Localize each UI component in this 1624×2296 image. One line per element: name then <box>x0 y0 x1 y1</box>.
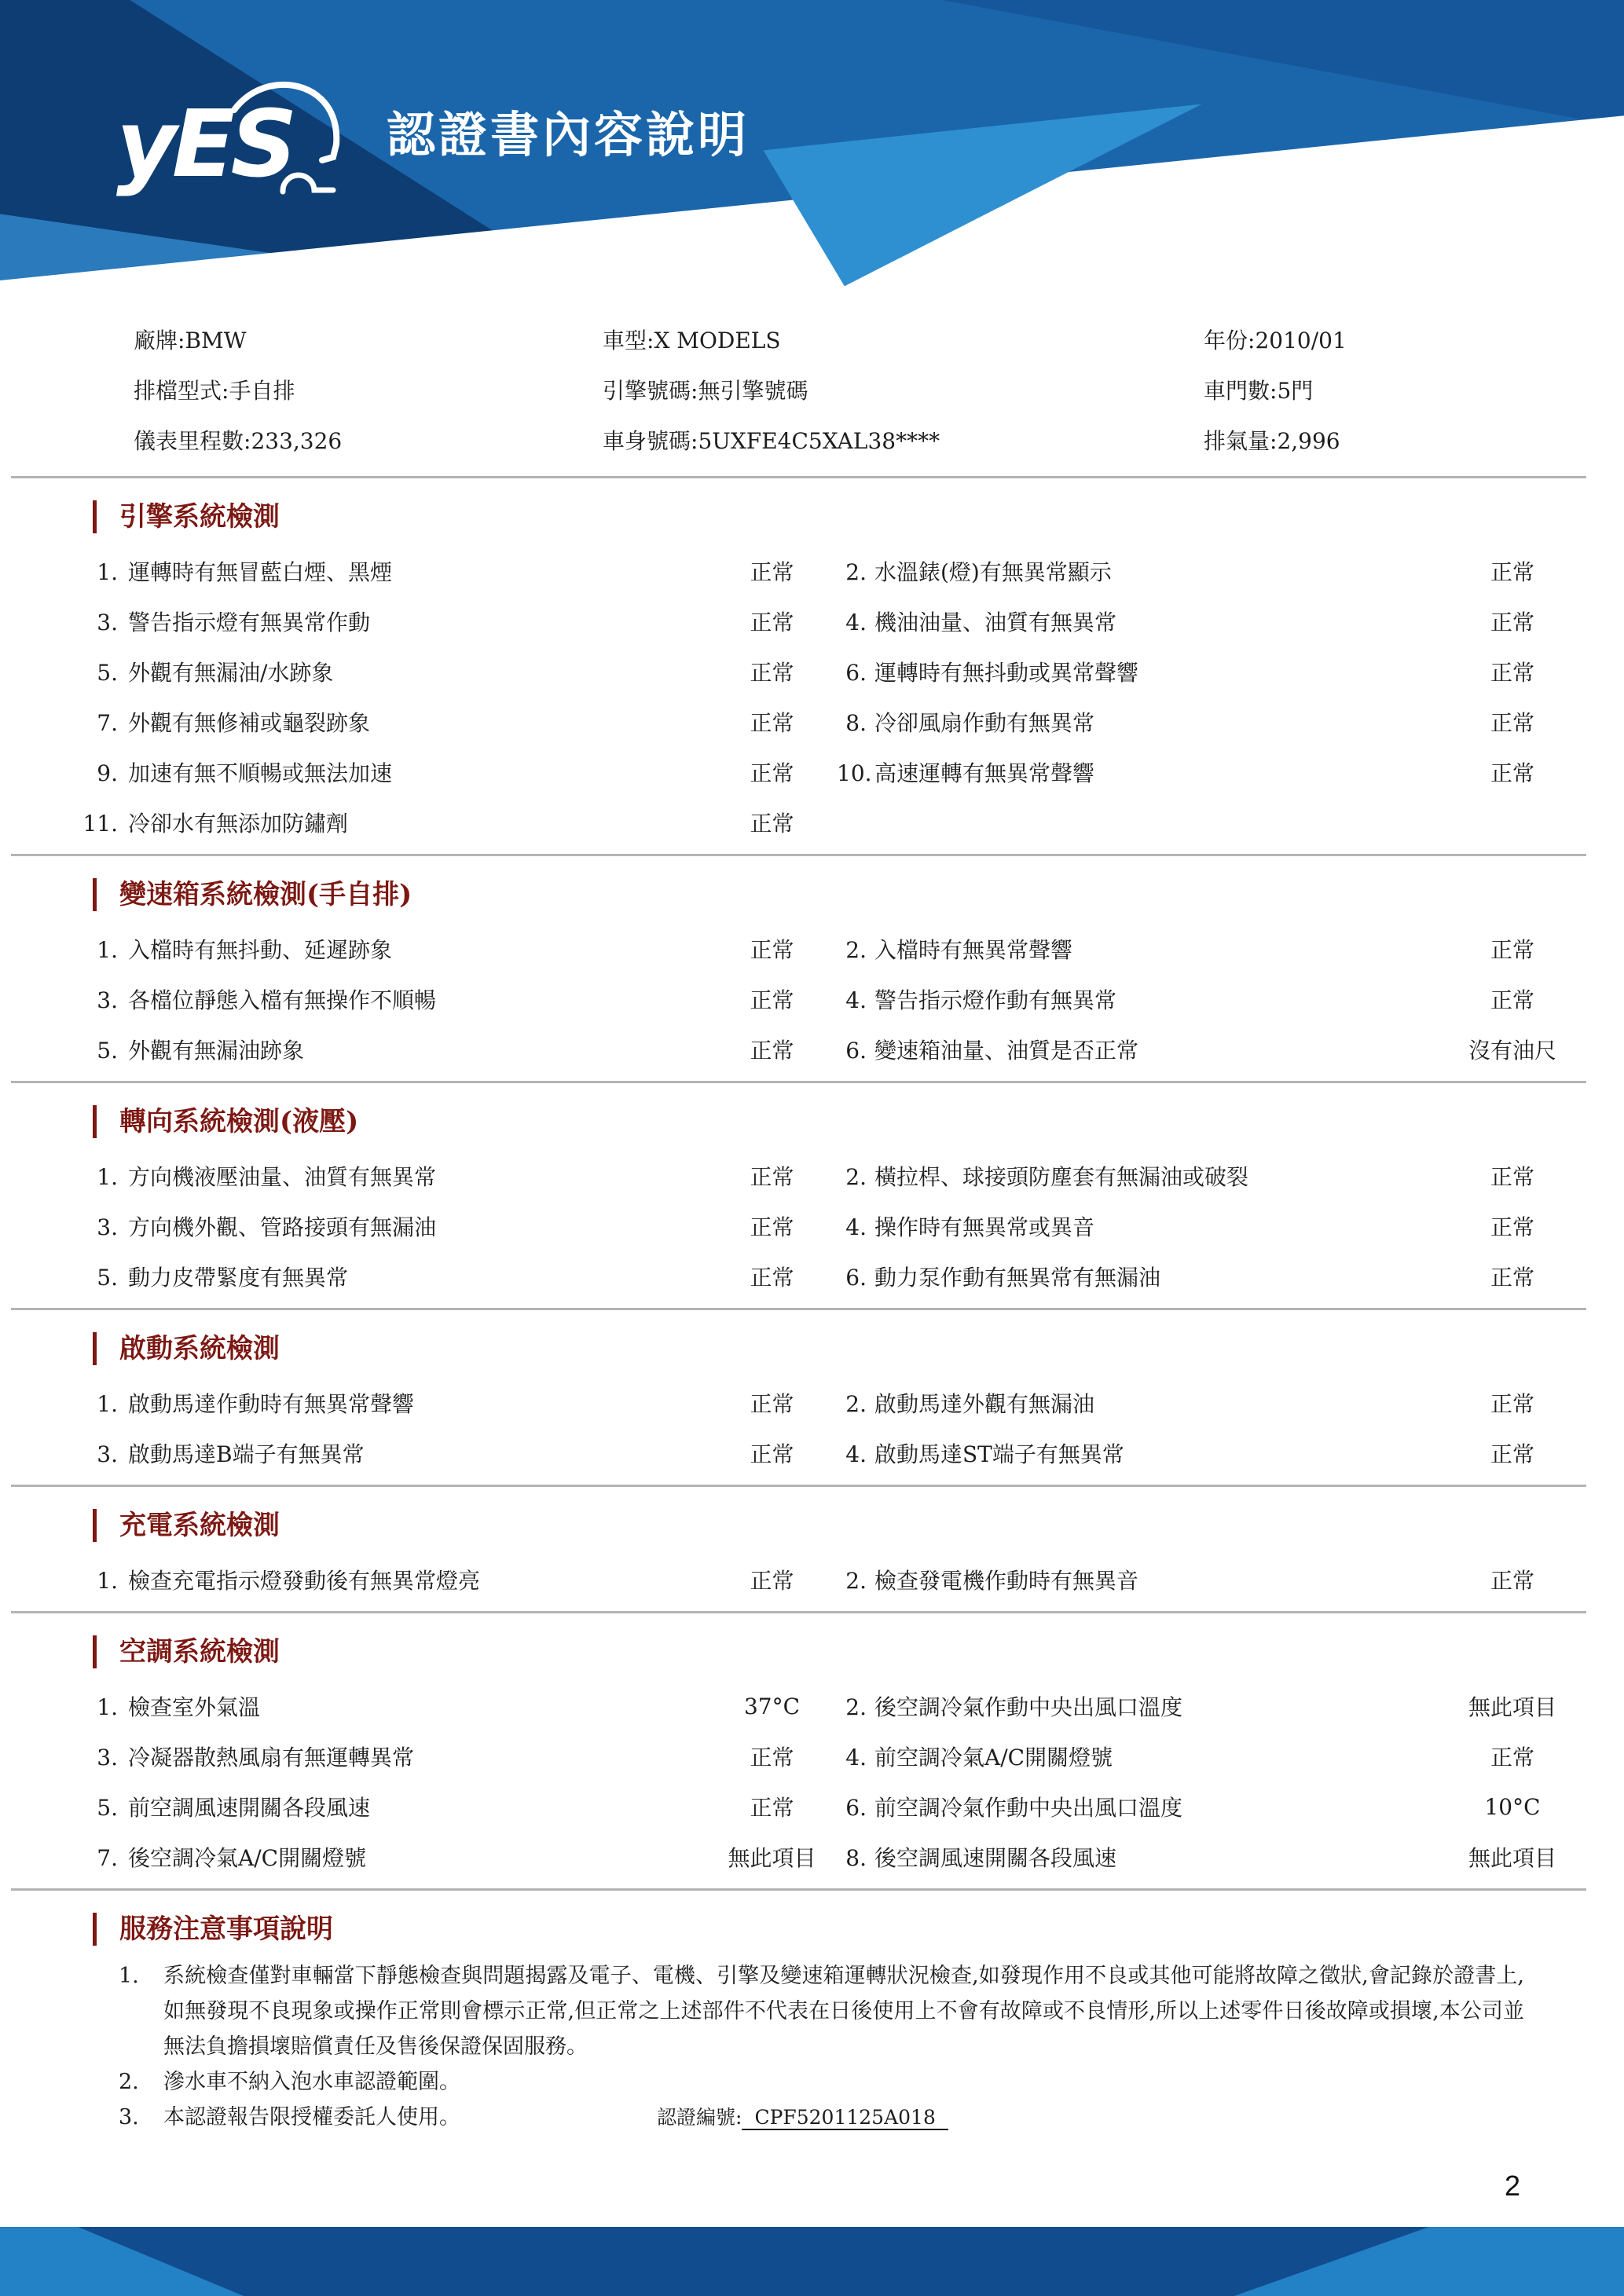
section-items <box>79 1151 1587 1302</box>
inspection-result: 正常 <box>750 1795 794 1821</box>
inspection-result: 正常 <box>1490 1745 1534 1771</box>
inspection-result: 正常 <box>750 660 794 686</box>
inspection-section <box>0 1507 1624 1606</box>
item-number: 6. <box>845 1795 867 1821</box>
inspection-result: 正常 <box>1490 559 1534 585</box>
divider <box>11 854 1586 856</box>
item-number: 10. <box>837 760 872 786</box>
note-text: 本認證報告限授權委託人使用。 <box>163 2105 460 2129</box>
inspection-item <box>837 1741 1438 1772</box>
inspection-item <box>79 656 707 687</box>
item-number: 2. <box>845 1391 867 1417</box>
item-number: 5. <box>97 1265 118 1291</box>
inspection-item <box>837 1210 1438 1242</box>
vehicle-info-brand: 廠牌:BMW <box>134 328 247 353</box>
item-number: 1. <box>97 559 118 585</box>
inspection-item <box>79 1210 707 1242</box>
yes-car-logo-icon <box>116 72 368 214</box>
inspection-item <box>79 606 707 637</box>
inspection-result: 沒有油尺 <box>1468 1038 1556 1064</box>
inspection-item <box>79 756 707 788</box>
item-number: 2. <box>845 1694 867 1720</box>
item-text: 入檔時有無抖動、延遲跡象 <box>128 937 393 963</box>
item-text: 後空調風速開關各段風速 <box>874 1845 1117 1871</box>
item-text: 前空調冷氣A/C開關燈號 <box>874 1745 1113 1771</box>
inspection-result: 無此項目 <box>1468 1845 1556 1871</box>
page-footer <box>0 2227 1624 2296</box>
inspection-result: 正常 <box>750 1568 794 1594</box>
inspection-item <box>837 1437 1438 1469</box>
item-text: 後空調冷氣作動中央出風口溫度 <box>874 1694 1183 1720</box>
inspection-item <box>79 706 707 738</box>
item-text: 警告指示燈作動有無異常 <box>874 987 1117 1013</box>
section-title: 變速箱系統檢測(手自排) <box>93 877 1587 913</box>
divider <box>11 476 1586 478</box>
item-number: 1. <box>97 1568 118 1594</box>
inspection-result: 正常 <box>1490 1214 1534 1240</box>
page-title: 認證書內容說明 <box>387 106 750 163</box>
inspection-section <box>0 1104 1624 1303</box>
inspection-result: 正常 <box>750 610 794 635</box>
inspection-result: 正常 <box>1490 987 1534 1013</box>
item-number: 1. <box>97 1391 118 1417</box>
inspection-item <box>837 983 1438 1015</box>
inspection-section <box>0 877 1624 1076</box>
divider <box>11 1081 1586 1083</box>
note-number: 1. <box>119 1964 139 1988</box>
inspection-result: 正常 <box>1490 937 1534 963</box>
item-text: 冷卻水有無添加防鏽劑 <box>128 811 349 837</box>
inspection-item <box>79 807 707 838</box>
item-number: 8. <box>845 710 867 736</box>
item-number: 2. <box>845 559 867 585</box>
inspection-item <box>79 1791 707 1822</box>
inspection-section <box>0 1634 1624 1884</box>
inspection-item <box>837 555 1438 587</box>
item-number: 2. <box>845 1568 867 1594</box>
inspection-item <box>837 756 1438 788</box>
item-text: 啟動馬達外觀有無漏油 <box>874 1391 1095 1417</box>
inspection-result: 無此項目 <box>728 1845 816 1871</box>
inspection-result: 正常 <box>750 937 794 963</box>
inspection-item <box>837 1564 1438 1595</box>
inspection-result: 正常 <box>750 1164 794 1190</box>
inspection-result: 正常 <box>1490 710 1534 736</box>
item-text: 冷凝器散熱風扇有無運轉異常 <box>128 1745 415 1771</box>
inspection-item <box>79 555 707 587</box>
inspection-result: 正常 <box>1490 660 1534 686</box>
item-text: 後空調冷氣A/C開關燈號 <box>128 1845 367 1871</box>
item-text: 入檔時有無異常聲響 <box>874 937 1073 963</box>
inspection-result: 正常 <box>750 710 794 736</box>
inspection-result: 正常 <box>750 1265 794 1291</box>
item-number: 7. <box>97 1845 118 1871</box>
inspection-result: 正常 <box>750 987 794 1013</box>
item-number: 3. <box>97 1745 118 1771</box>
vehicle-info-displacement: 排氣量:2,996 <box>1204 428 1340 454</box>
section-title: 充電系統檢測 <box>93 1507 1587 1543</box>
item-number: 2. <box>845 1164 867 1190</box>
inspection-item <box>79 1387 707 1419</box>
service-notes <box>0 1911 1624 2135</box>
page-number: 2 <box>1504 2170 1520 2202</box>
item-number: 5. <box>97 1038 118 1064</box>
note-item <box>79 1958 1587 2064</box>
item-text: 運轉時有無抖動或異常聲響 <box>874 660 1139 686</box>
inspection-result: 正常 <box>750 760 794 786</box>
inspection-result: 無此項目 <box>1468 1694 1556 1720</box>
sections <box>0 499 1624 1891</box>
item-number: 4. <box>845 610 867 635</box>
inspection-result: 正常 <box>1490 760 1534 786</box>
item-text: 動力皮帶緊度有無異常 <box>128 1265 349 1291</box>
vehicle-info <box>134 324 1593 456</box>
inspection-result: 正常 <box>750 559 794 585</box>
item-number: 4. <box>845 1214 867 1240</box>
item-text: 外觀有無漏油/水跡象 <box>128 660 334 686</box>
item-text: 外觀有無漏油跡象 <box>128 1038 305 1064</box>
item-text: 檢查充電指示燈發動後有無異常燈亮 <box>128 1568 481 1594</box>
inspection-item <box>837 1160 1438 1192</box>
item-text: 加速有無不順暢或無法加速 <box>128 760 393 786</box>
inspection-item <box>837 1841 1438 1873</box>
divider <box>11 1611 1586 1613</box>
section-title: 轉向系統檢測(液壓) <box>93 1104 1587 1140</box>
item-text: 橫拉桿、球接頭防塵套有無漏油或破裂 <box>874 1164 1249 1190</box>
inspection-result: 正常 <box>1490 1568 1534 1594</box>
vehicle-info-year: 年份:2010/01 <box>1204 328 1347 353</box>
item-text: 運轉時有無冒藍白煙、黑煙 <box>128 559 393 585</box>
inspection-item <box>79 1160 707 1192</box>
inspection-result: 37°C <box>743 1693 801 1719</box>
item-text: 各檔位靜態入檔有無操作不順暢 <box>128 987 437 1013</box>
divider <box>11 1308 1586 1310</box>
item-number: 3. <box>97 610 118 635</box>
inspection-item <box>837 1387 1438 1419</box>
note-number: 2. <box>119 2070 139 2094</box>
inspection-item <box>837 933 1438 965</box>
inspection-item <box>79 933 707 965</box>
inspection-result: 正常 <box>750 1038 794 1064</box>
vehicle-info-model: 車型:X MODELS <box>603 328 781 353</box>
item-text: 外觀有無修補或龜裂跡象 <box>128 710 371 736</box>
divider <box>11 1485 1586 1487</box>
item-text: 檢查發電機作動時有無異音 <box>874 1568 1139 1594</box>
item-number: 3. <box>97 1214 118 1240</box>
item-text: 高速運轉有無異常聲響 <box>874 760 1095 786</box>
item-number: 5. <box>97 660 118 686</box>
inspection-item <box>79 983 707 1015</box>
inspection-section <box>0 1331 1624 1480</box>
vehicle-info-gearbox-type: 排檔型式:手自排 <box>134 378 295 404</box>
page-header <box>0 0 1624 289</box>
section-items <box>79 1554 1587 1605</box>
inspection-item <box>79 1841 707 1873</box>
item-text: 動力泵作動有無異常有無漏油 <box>874 1265 1161 1291</box>
section-items <box>79 1681 1587 1882</box>
inspection-item <box>837 656 1438 687</box>
inspection-item <box>837 1690 1438 1722</box>
item-text: 操作時有無異常或異音 <box>874 1214 1095 1240</box>
item-text: 啟動馬達B端子有無異常 <box>128 1441 365 1467</box>
section-title: 空調系統檢測 <box>93 1634 1587 1670</box>
note-item <box>79 2064 1587 2100</box>
note-text: 滲水車不納入泡水車認證範圍。 <box>163 2070 460 2094</box>
inspection-item <box>837 1261 1438 1292</box>
inspection-result: 正常 <box>1490 1164 1534 1190</box>
inspection-item <box>79 1564 707 1595</box>
item-number: 4. <box>845 1745 867 1771</box>
inspection-result: 正常 <box>750 1441 794 1467</box>
inspection-result: 正常 <box>750 1745 794 1771</box>
item-text: 冷卻風扇作動有無異常 <box>874 710 1095 736</box>
note-text: 系統檢查僅對車輛當下靜態檢查與問題揭露及電子、電機、引擎及變速箱運轉狀況檢查,如發現作用不良或其他可能將故障之徵狀,會記錄於證書上,如無發現不良現象或操作正常則會標示正常,但正常之上述部件不代表在日後使用上不會有故障或不良情形,所以上述零件日後故障或損壞,本公司並無法負擔損壞賠償責任及售後保證保固服務。 <box>163 1964 1524 2059</box>
note-number: 3. <box>119 2105 139 2129</box>
section-title: 啟動系統檢測 <box>93 1331 1587 1367</box>
item-text: 啟動馬達ST端子有無異常 <box>874 1441 1124 1467</box>
section-items <box>79 546 1587 848</box>
inspection-result: 正常 <box>1490 1391 1534 1417</box>
vehicle-info-engine-number: 引擎號碼:無引擎號碼 <box>603 378 808 404</box>
inspection-section <box>0 499 1624 849</box>
certificate-number-value: CPF5201125A018 <box>742 2106 948 2130</box>
inspection-item <box>837 1034 1438 1065</box>
vehicle-info-vin: 車身號碼:5UXFE4C5XAL38**** <box>603 428 940 454</box>
item-text: 方向機液壓油量、油質有無異常 <box>128 1164 437 1190</box>
inspection-item <box>837 606 1438 637</box>
inspection-item <box>837 706 1438 738</box>
section-items <box>79 924 1587 1075</box>
inspection-item <box>79 1437 707 1469</box>
item-number: 6. <box>845 660 867 686</box>
item-number: 8. <box>845 1845 867 1871</box>
item-number: 9. <box>97 760 118 786</box>
section-title: 服務注意事項說明 <box>93 1911 1587 1947</box>
certificate-number-label: 認證編號: <box>657 2106 742 2129</box>
inspection-item <box>79 1690 707 1722</box>
inspection-result: 正常 <box>1490 1441 1534 1467</box>
section-items <box>79 1378 1587 1478</box>
inspection-result: 10°C <box>1484 1793 1541 1820</box>
inspection-result: 正常 <box>1490 1265 1534 1291</box>
item-text: 變速箱油量、油質是否正常 <box>874 1038 1139 1064</box>
vehicle-info-odometer: 儀表里程數:233,326 <box>134 428 343 454</box>
item-number: 6. <box>845 1038 867 1064</box>
inspection-item <box>79 1034 707 1065</box>
item-number: 4. <box>845 1441 867 1467</box>
item-number: 1. <box>97 1164 118 1190</box>
item-number: 2. <box>845 937 867 963</box>
item-number: 1. <box>97 937 118 963</box>
inspection-item <box>79 1741 707 1772</box>
item-number: 11. <box>82 811 118 837</box>
item-text: 方向機外觀、管路接頭有無漏油 <box>128 1214 437 1240</box>
vehicle-info-doors: 車門數:5門 <box>1204 378 1314 404</box>
item-number: 5. <box>97 1795 118 1821</box>
item-text: 警告指示燈有無異常作動 <box>128 610 371 635</box>
item-number: 1. <box>97 1694 118 1720</box>
item-number: 3. <box>97 987 118 1013</box>
note-item <box>79 2100 1587 2135</box>
inspection-result: 正常 <box>750 811 794 837</box>
inspection-item <box>79 1261 707 1292</box>
certificate-number <box>657 2100 948 2135</box>
section-title: 引擎系統檢測 <box>93 499 1587 535</box>
divider <box>11 1888 1586 1891</box>
item-text: 啟動馬達作動時有無異常聲響 <box>128 1391 415 1417</box>
page-content <box>0 289 1624 2135</box>
item-text: 水溫錶(燈)有無異常顯示 <box>874 559 1112 585</box>
item-number: 7. <box>97 710 118 736</box>
footer-dark-shape <box>0 2227 1624 2296</box>
item-text: 前空調冷氣作動中央出風口溫度 <box>874 1795 1183 1821</box>
item-number: 3. <box>97 1441 118 1467</box>
inspection-item <box>837 1791 1438 1822</box>
inspection-result: 正常 <box>750 1391 794 1417</box>
item-text: 前空調風速開關各段風速 <box>128 1795 371 1821</box>
item-text: 檢查室外氣溫 <box>128 1694 261 1720</box>
item-number: 4. <box>845 987 867 1013</box>
item-text: 機油油量、油質有無異常 <box>874 610 1117 635</box>
inspection-result: 正常 <box>1490 610 1534 635</box>
logo-text: yES <box>116 90 293 198</box>
item-number: 6. <box>845 1265 867 1291</box>
inspection-result: 正常 <box>750 1214 794 1240</box>
